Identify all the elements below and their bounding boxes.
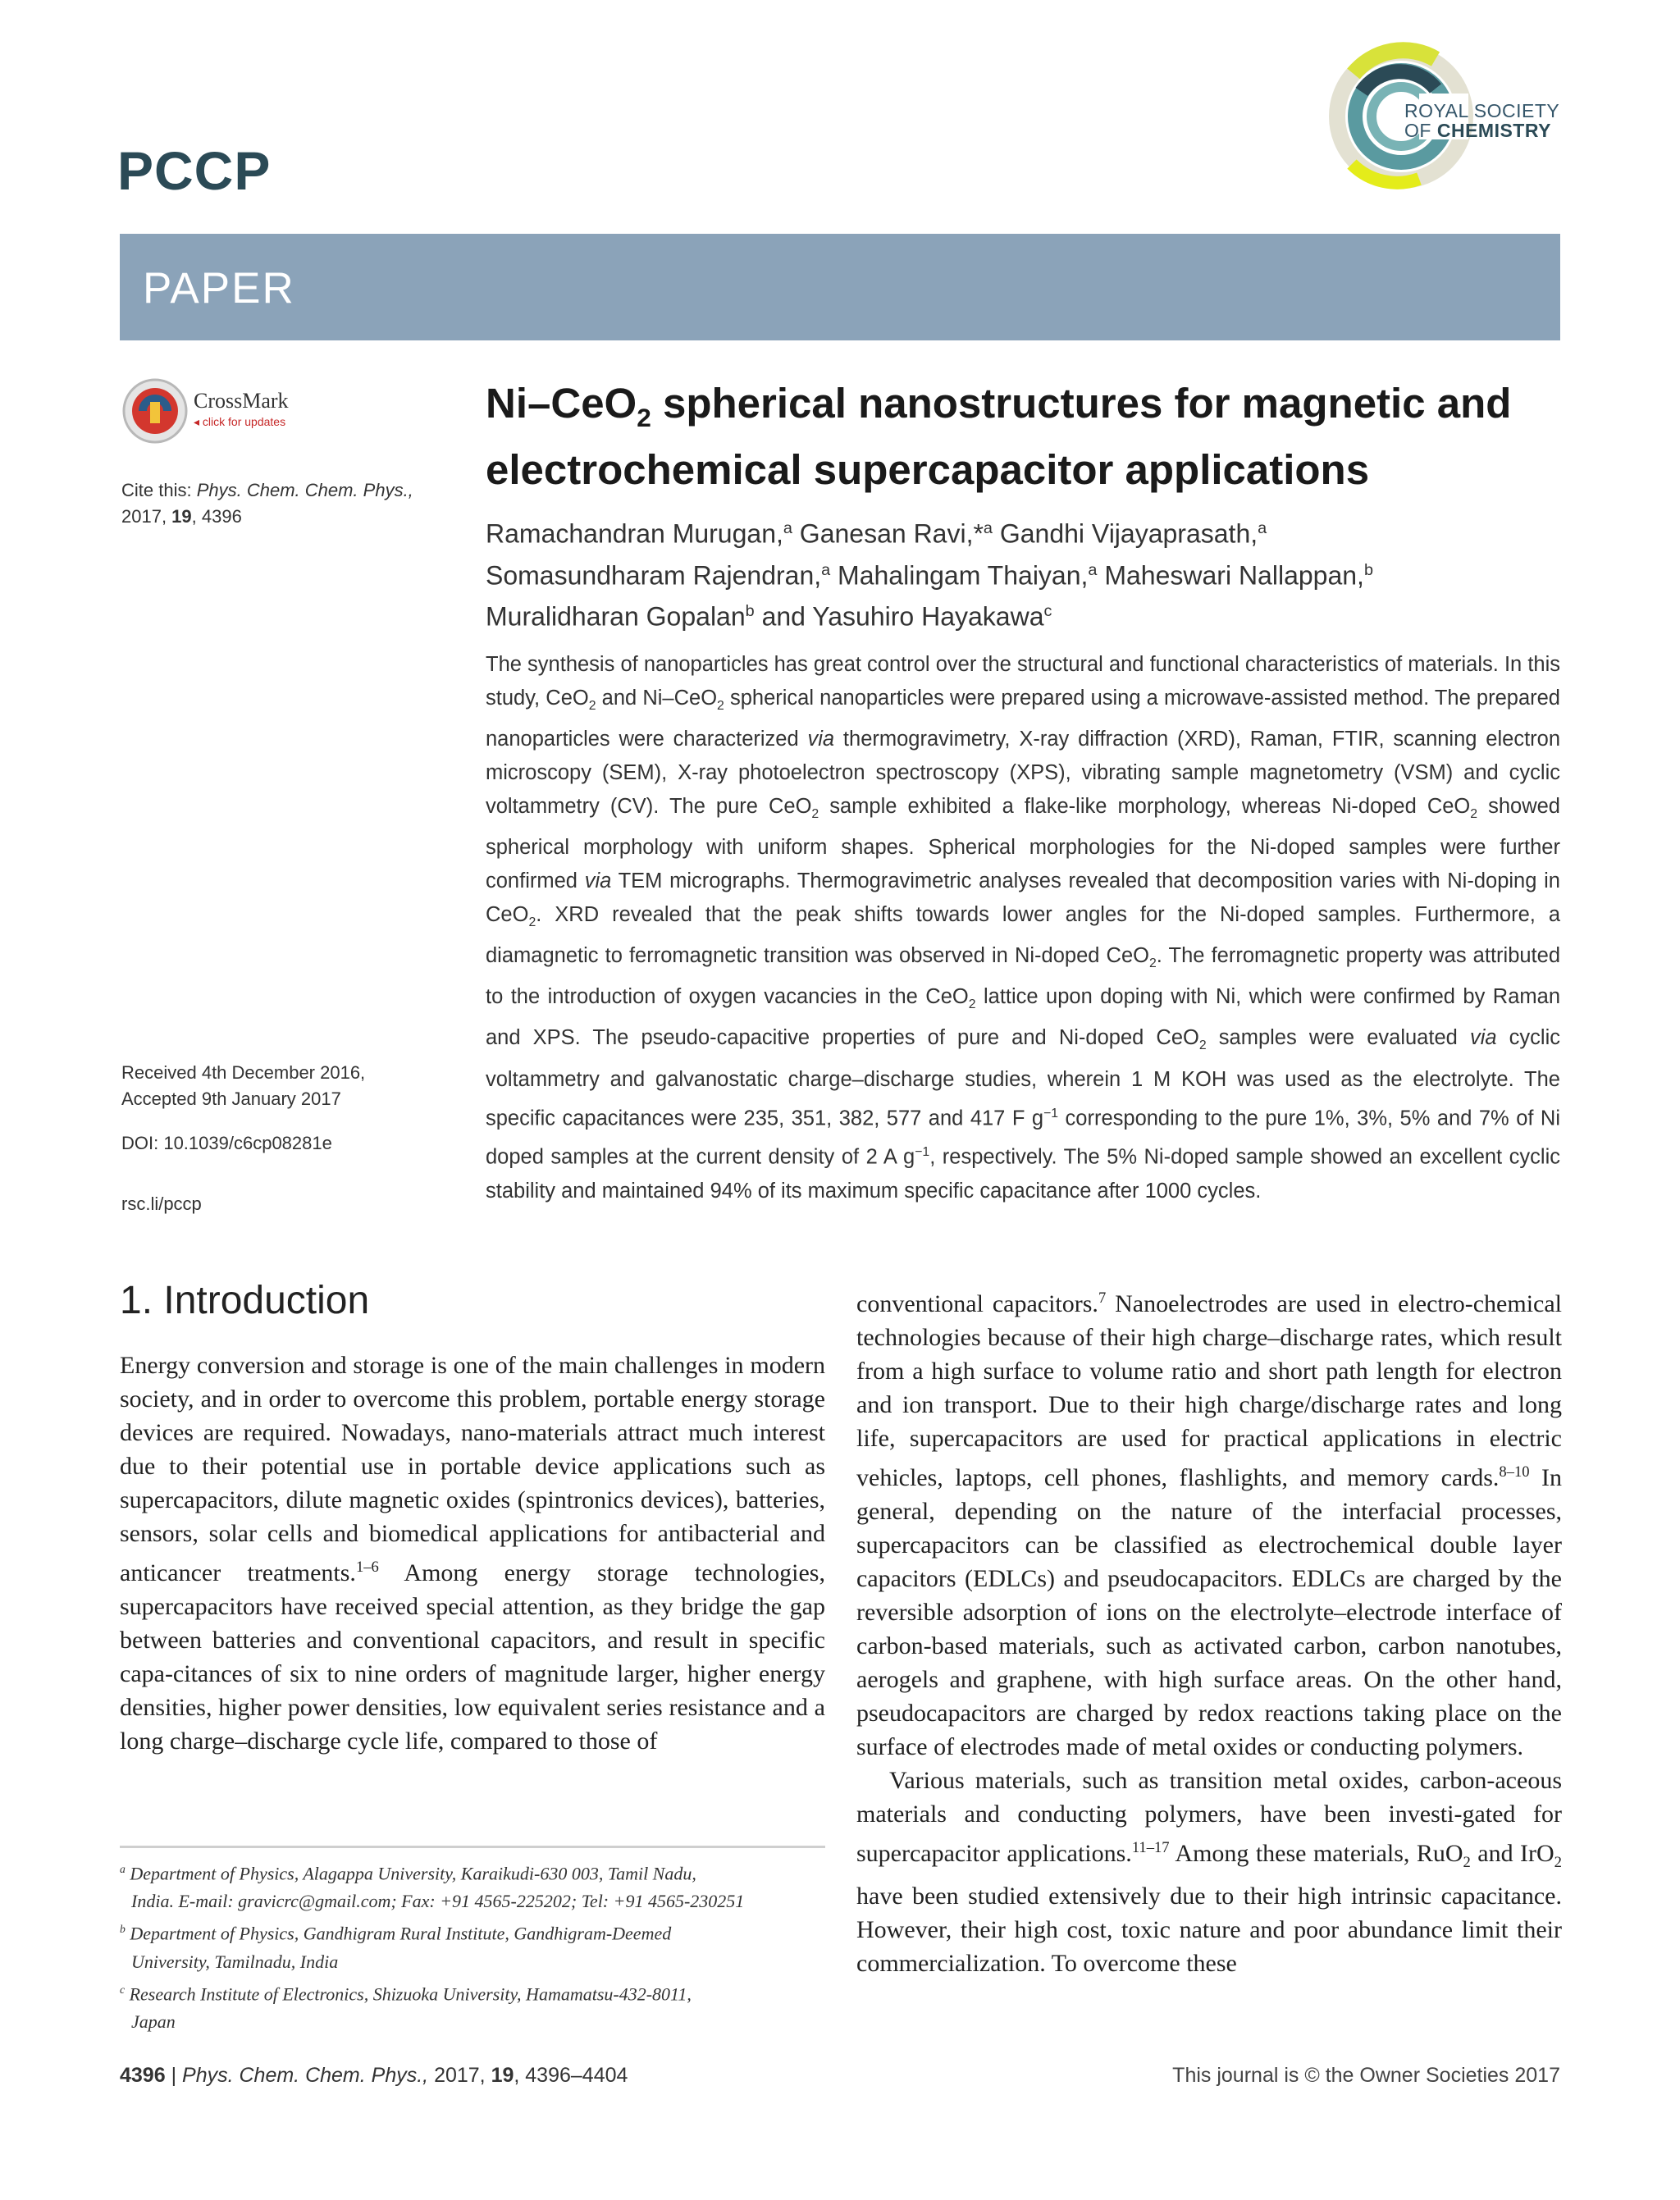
page-footer-left: 4396 | Phys. Chem. Chem. Phys., 2017, 19, 4396–4404 xyxy=(120,2064,628,2087)
section-heading-introduction: 1. Introduction xyxy=(120,1279,370,1322)
intro-right-column xyxy=(856,1281,1562,1980)
crossmark-icon xyxy=(121,377,189,445)
intro-paragraph-3: Various materials, such as transition metal oxides, carbon-aceous materials and conducting polymers, have been investi-gated for supercapacitor applications.$^{11-17}$ Among these materials, RuO$_2$ and IrO$_2$ have been studied extensively due to their high intrinsic capacitance. However, their high cost, toxic nature and poor abundance limit their commercialization. To overcome these xyxy=(856,1767,1562,1977)
publisher-line2: OF CHEMISTRY xyxy=(1404,120,1551,141)
page-footer-right: This journal is © the Owner Societies 2017 xyxy=(1172,2064,1560,2087)
publisher-line1: ROYAL SOCIETY xyxy=(1404,100,1560,121)
crossmark-label: CrossMark xyxy=(194,389,289,413)
affiliations: $^a$ Department of Physics, Alagappa University, Karaikudi-630 003, Tamil Nadu, India. E-mail: gravicrc@gmail.com; Fax: +91 4565-225202; Tel: +91 4565-230251 $^b$ Department of Physics, Gandhigram Rural Institute, Gandhigram-Deemed University, Tamilnadu, India $^c$ Research Institute of Electronics, Shizuoka University, Hamamatsu-432-8011, Japan xyxy=(120,1863,745,2032)
accepted-date: Accepted 9th January 2017 xyxy=(121,1089,341,1109)
footnote-divider xyxy=(120,1846,825,1848)
paper-title: Ni–CeO$_2$ spherical nanostructures for magnetic and electrochemical supercapacitor applications xyxy=(486,380,1512,494)
author-list: Ramachandran Murugan,$^a$ Ganesan Ravi,*$^a$ Gandhi Vijayaprasath,$^a$ Somasundharam Rajendran,$^a$ Mahalingam Thaiyan,$^a$ Maheswari Nallappan,$^b$ Muralidharan Gopalan$^b$ and Yasuhiro Hayakawa$^c$ xyxy=(486,518,1373,632)
citation: Cite this: Phys. Chem. Chem. Phys., 2017, 19, 4396 xyxy=(121,480,413,527)
intro-paragraph-2: conventional capacitors.$^7$ Nanoelectrodes are used in electro-chemical technologies because of their high charge–discharge rates, which result from a high surface to volume ratio and short path length for electron and ion transport. Due to their high charge/discharge rates and long life, supercapacitors are used for practical applications in electric vehicles, laptops, cell phones, flashlights, and memory cards.$^{8-10}$ In general, depending on the nature of the interfacial processes, supercapacitors can be classified as electrochemical double layer capacitors (EDLCs) and pseudocapacitors. EDLCs are charged by the reversible adsorption of ions on the electrolyte–electrode interface of carbon-based materials, such as activated carbon, carbon nanotubes, aerogels and graphene, with high surface areas. On the other hand, pseudocapacitors are charged by redox reactions taking place on the surface of electrodes made of metal oxides or conducting polymers. xyxy=(856,1289,1562,1760)
crossmark-sub: ◂ click for updates xyxy=(194,415,286,428)
received-date: Received 4th December 2016, xyxy=(121,1062,366,1083)
journal-name: PCCP xyxy=(117,140,272,201)
crossmark-badge[interactable] xyxy=(121,377,318,451)
doi[interactable]: DOI: 10.1039/c6cp08281e xyxy=(121,1133,332,1153)
article-type-banner xyxy=(120,234,1560,340)
rsc-logo[interactable] xyxy=(1329,41,1567,197)
intro-left-column xyxy=(120,1349,825,1758)
journal-link[interactable]: rsc.li/pccp xyxy=(121,1194,202,1214)
abstract: The synthesis of nanoparticles has great control over the structural and functional characteristics of materials. In this study, CeO$_2$ and Ni–CeO$_2$ spherical nanoparticles were prepared using a microwave-assisted method. The prepared nanoparticles were characterized via thermogravimetry, X-ray diffraction (XRD), Raman, FTIR, scanning electron microscopy (SEM), X-ray photoelectron spectroscopy (XPS), vibrating sample magnetometry (VSM) and cyclic voltammetry (CV). The pure CeO$_2$ sample exhibited a flake-like morphology, whereas Ni-doped CeO$_2$ showed spherical morphology with uniform shapes. Spherical morphologies for the Ni-doped samples were further confirmed via TEM micrographs. Thermogravimetric analyses revealed that decomposition varies with Ni-doping in CeO$_2$. XRD revealed that the peak shifts towards lower angles for the Ni-doped samples. Furthermore, a diamagnetic to ferromagnetic transition was observed in Ni-doped CeO$_2$. The ferromagnetic property was attributed to the introduction of oxygen vacancies in the CeO$_2$ lattice upon doping with Ni, which were confirmed by Raman and XPS. The pseudo-capacitive properties of pure and Ni-doped CeO$_2$ samples were evaluated via cyclic voltammetry and galvanostatic charge–discharge studies, wherein 1 M KOH was used as the electrolyte. The specific capacitances were 235, 351, 382, 577 and 417 F $g^{-1}$ corresponding to the pure 1%, 3%, 5% and 7% of Ni doped samples at the current density of 2 A $g^{-1}$, respectively. The 5% Ni-doped sample showed an excellent cyclic stability and maintained 94% of its maximum specific capacitance after 1000 cycles. xyxy=(486,653,1561,1203)
article-type-label: PAPER xyxy=(143,264,295,313)
intro-paragraph-1: Energy conversion and storage is one of the main challenges in modern society, and in order to overcome this problem, portable energy storage devices are required. Nowadays, nano-materials attract much interest due to their potential use in portable device applications such as supercapacitors, dilute magnetic oxides (spintronics devices), batteries, sensors, solar cells and biomedical applications for antibacterial and anticancer treatments.$^{1-6}$ Among energy storage technologies, supercapacitors have received special attention, as they bridge the gap between batteries and conventional capacitors, and result in specific capa-citances of six to nine orders of magnitude larger, higher energy densities, higher power densities, low equivalent series resistance and a long charge–discharge cycle life, compared to those of xyxy=(120,1352,825,1755)
